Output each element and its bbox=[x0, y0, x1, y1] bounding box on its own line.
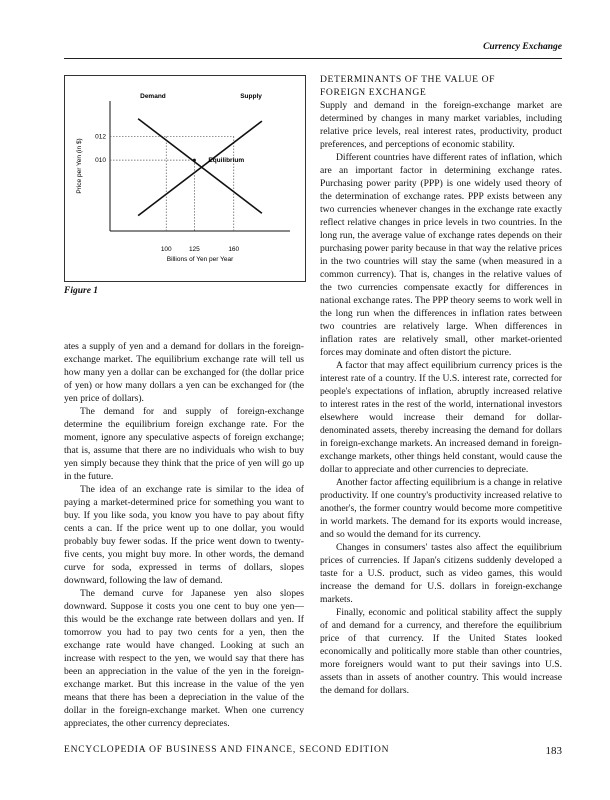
left-paragraph: The idea of an exchange rate is similar to the idea of paying a market-determined price for something you want to buy. If you like soda, you know you have to pay about fifty cents a can. If the price went up to one dollar, you would probably buy fewer sodas. If the price went down to twenty-five cents, you might buy more. In other words, the demand curve for soda, expressed in terms of dollars, slopes downward, following the law of demand. bbox=[64, 484, 304, 586]
equilibrium-label: Equilibrium bbox=[208, 157, 245, 165]
section-heading-line-1: DETERMINANTS OF THE VALUE OF bbox=[320, 74, 496, 85]
supply-demand-chart bbox=[65, 76, 305, 281]
left-paragraph: The demand curve for Japanese yen also slopes downward. Suppose it costs you one cent to buy one yen—this would be the exchange rate between dollars and yen. If tomorrow you had to pay two cents for a yen, then the exchange rate would have changed. Looking at such an increase with respect to the yen, we would say that there has been an appreciation in the value of the yen in the foreign-exchange market. But this increase in the value of the yen means that there has been a depreciation in the value of the dollar in the foreign-exchange market. When one currency appreciates, the other currency depreciates. bbox=[64, 588, 304, 729]
x-tick-label: 160 bbox=[228, 246, 240, 253]
figure-1-chart bbox=[64, 75, 306, 282]
supply-curve bbox=[138, 121, 262, 216]
footer-title: ENCYCLOPEDIA OF BUSINESS AND FINANCE, SECOND EDITION bbox=[64, 745, 390, 755]
left-column bbox=[64, 340, 304, 730]
right-paragraph: Another factor affecting equilibrium is a change in relative productivity. If one country's productivity increased relative to another's, the former country would become more competitive in world markets. The demand for its exports would increase, and so would the demand for its currency. bbox=[320, 477, 562, 540]
equilibrium-point bbox=[193, 159, 196, 162]
right-paragraph: Supply and demand in the foreign-exchange market are determined by changes in many market variables, including relative price levels, real interest rates, productivity, product preferences, and perceptions of economic stability. bbox=[320, 100, 562, 150]
right-paragraph: A factor that may affect equilibrium currency prices is the interest rate of a country. If the U.S. interest rate, corrected for people's expectations of inflation, abruptly increased relative to interest rates in the rest of the world, international investors elsewhere would increase their demand for dollar-denominated assets, thereby increasing the demand for dollars in foreign-exchange markets. An increased demand in foreign-exchange markets, other things held constant, would cause the dollar to appreciate and other currencies to depreciate. bbox=[320, 360, 562, 475]
x-tick-label: 125 bbox=[188, 246, 200, 253]
x-axis-label: Billions of Yen per Year bbox=[166, 256, 234, 263]
demand-curve bbox=[138, 119, 262, 214]
supply-label: Supply bbox=[240, 93, 262, 100]
page-number: 183 bbox=[545, 745, 562, 757]
figure-caption: Figure 1 bbox=[64, 286, 99, 296]
y-tick-label: 010 bbox=[95, 157, 106, 165]
right-paragraph: Different countries have different rates of inflation, which are an important factor in determining exchange rates. Purchasing power parity (PPP) is one widely used theory of the determination of exchange rates. PPP exists between any two currencies whenever changes in the exchange rate exactly reflect relative changes in price levels in two countries. In the long run, the average value of exchange rates depends on their purchasing power parity because in that way the relative prices in the two countries will stay the same (when measured in a common currency). That is, changes in the relative values of the two currencies compensate exactly for differences in national exchange rates. The PPP theory seems to work well in the long run when the differences in inflation rates between two countries are relatively large. When differences in inflation rates are relatively small, other market-oriented forces may dominate and often distort the picture. bbox=[320, 152, 562, 358]
y-axis-label: Price per Yen (in $) bbox=[76, 138, 83, 194]
running-head: Currency Exchange bbox=[483, 42, 562, 52]
y-tick-label: 012 bbox=[95, 133, 106, 141]
header-rule bbox=[64, 58, 562, 59]
section-heading-line-2: FOREIGN EXCHANGE bbox=[320, 87, 427, 98]
right-paragraph: Changes in consumers' tastes also affect the equilibrium prices of currencies. If Japan's citizens suddenly developed a taste for a U.S. product, such as video games, this would increase the demand for U.S. dollars in foreign-exchange markets. bbox=[320, 542, 562, 605]
right-paragraph: Finally, economic and political stability affect the supply of and demand for a currency, and therefore the equilibrium price of that currency. If the United States looked economically and politically more stable than other countries, more foreigners would want to put their savings into U.S. assets than in assets of another country. This would increase the demand for dollars. bbox=[320, 607, 562, 696]
left-paragraph: The demand for and supply of foreign-exchange determine the equilibrium foreign exchange rate. For the moment, ignore any speculative aspects of foreign exchange; that is, assume that there are no individuals who wish to buy yen simply because they think that the price of yen will go up in the future. bbox=[64, 406, 304, 482]
right-column bbox=[320, 73, 562, 697]
left-paragraph: ates a supply of yen and a demand for dollars in the foreign-exchange market. The equilibrium exchange rate will tell us how many yen a dollar can be exchanged for (the dollar price of yen) or how many dollars a yen can be exchanged for (the yen price of dollars). bbox=[64, 341, 304, 404]
demand-label: Demand bbox=[140, 93, 166, 100]
x-tick-label: 100 bbox=[160, 246, 172, 253]
page-footer bbox=[64, 745, 562, 755]
